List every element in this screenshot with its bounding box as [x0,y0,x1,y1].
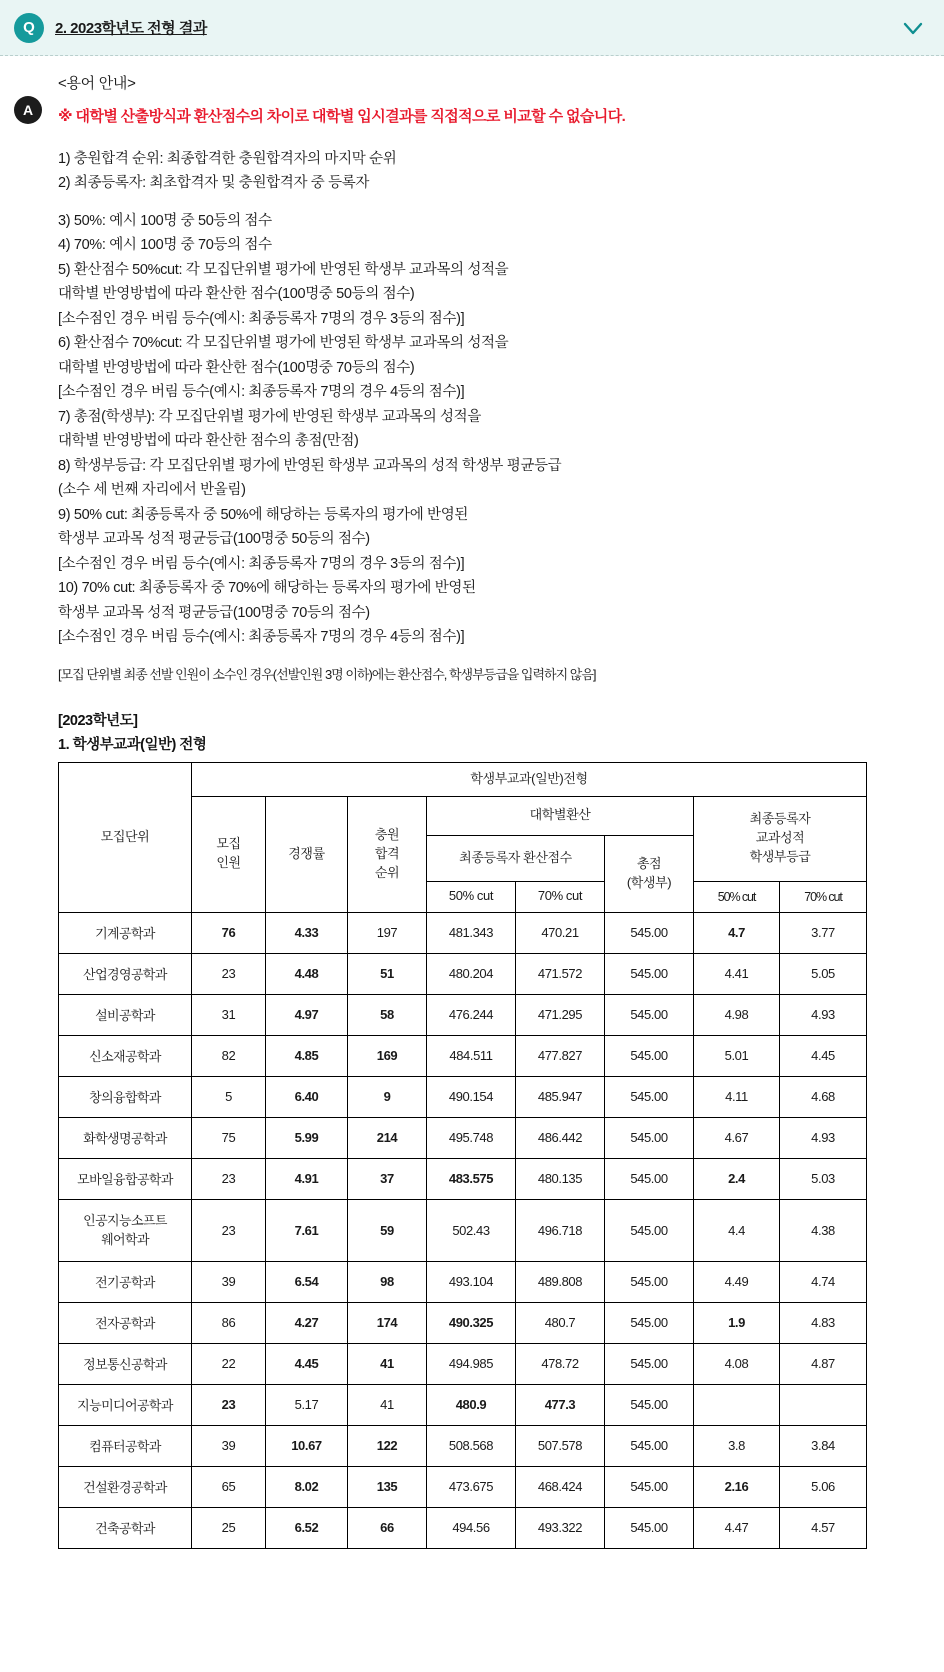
definition-line: 대학별 반영방법에 따라 환산한 점수(100명중 70등의 점수) [58,359,415,376]
cell-waitlist-rank: 41 [348,1343,427,1384]
cell-unit-name: 정보통신공학과 [59,1343,192,1384]
cell-grade-cut70: 3.84 [780,1425,867,1466]
cell-competition-ratio: 4.85 [266,1035,348,1076]
cell-grade-cut50: 4.08 [694,1343,780,1384]
table-row [59,953,867,994]
cell-grade-cut50: 4.49 [694,1261,780,1302]
cell-waitlist-rank: 59 [348,1199,427,1261]
terminology-definitions [58,148,924,650]
cell-quota: 39 [192,1261,266,1302]
cell-unit-name: 인공지능소프트 웨어학과 [59,1199,192,1261]
table-row [59,912,867,953]
cell-unit-name: 모바일융합공학과 [59,1158,192,1199]
cell-score-cut70: 489.808 [516,1261,605,1302]
cell-unit-name: 지능미디어공학과 [59,1384,192,1425]
cell-total-score: 545.00 [605,1384,694,1425]
header-cut50-score: 50% cut [427,881,516,912]
definition-line: 4) 70%: 예시 100명 중 70등의 점수 [58,237,272,254]
header-grade-line2: 교과성적 [755,830,805,846]
cell-unit-name: 건설환경공학과 [59,1466,192,1507]
answer-content [58,72,924,1549]
cell-total-score: 545.00 [605,1343,694,1384]
definition-line: 학생부 교과목 성적 평균등급(100명중 50등의 점수) [58,531,370,548]
cell-competition-ratio: 6.40 [266,1076,348,1117]
definition-line: 7) 총점(학생부): 각 모집단위별 평가에 반영된 학생부 교과목의 성적을 [58,408,481,425]
cell-grade-cut50: 4.98 [694,994,780,1035]
cell-score-cut70: 471.572 [516,953,605,994]
faq-question-title[interactable]: 2. 2023학년도 전형 결과 [55,20,207,37]
cell-score-cut70: 470.21 [516,912,605,953]
cell-total-score: 545.00 [605,1261,694,1302]
cell-quota: 5 [192,1076,266,1117]
header-waitlist-line3: 순위 [374,864,400,880]
cell-unit-name: 산업경영공학과 [59,953,192,994]
cell-grade-cut70: 5.03 [780,1158,867,1199]
cell-grade-cut50: 5.01 [694,1035,780,1076]
cell-score-cut70: 485.947 [516,1076,605,1117]
cell-score-cut70: 478.72 [516,1343,605,1384]
admission-type-label: 1. 학생부교과(일반) 전형 [58,736,207,753]
table-row [59,1507,867,1548]
chevron-down-icon[interactable] [900,15,926,41]
table-row [59,1199,867,1261]
cell-total-score: 545.00 [605,1466,694,1507]
cell-waitlist-rank: 37 [348,1158,427,1199]
cell-score-cut50: 494.56 [427,1507,516,1548]
table-row [59,1117,867,1158]
cell-total-score: 545.00 [605,1117,694,1158]
definition-line: 6) 환산점수 70%cut: 각 모집단위별 평가에 반영된 학생부 교과목의 성적을 [58,335,509,352]
cell-grade-cut70: 4.57 [780,1507,867,1548]
table-row [59,1035,867,1076]
cell-grade-cut70: 3.77 [780,912,867,953]
cell-quota: 39 [192,1425,266,1466]
cell-waitlist-rank: 135 [348,1466,427,1507]
cell-score-cut50: 508.568 [427,1425,516,1466]
cell-score-cut50: 481.343 [427,912,516,953]
header-waitlist-rank [348,796,427,912]
cell-total-score: 545.00 [605,1302,694,1343]
cell-quota: 23 [192,1199,266,1261]
definition-line: 3) 50%: 예시 100명 중 50등의 점수 [58,212,272,229]
header-quota-line2: 인원 [216,855,241,871]
cell-score-cut50: 473.675 [427,1466,516,1507]
definition-line: [소수점인 경우 버림 등수(예시: 최종등록자 7명의 경우 4등의 점수)] [58,629,465,646]
table-body [59,912,867,1548]
definition-line: 학생부 교과목 성적 평균등급(100명중 70등의 점수) [58,604,370,621]
faq-answer-body [0,56,944,1559]
cell-grade-cut70: 4.68 [780,1076,867,1117]
header-ratio: 경쟁률 [266,796,348,912]
cell-total-score: 545.00 [605,1076,694,1117]
cell-unit-name: 화학생명공학과 [59,1117,192,1158]
table-row [59,1384,867,1425]
cell-total-score: 545.00 [605,1158,694,1199]
cell-waitlist-rank: 66 [348,1507,427,1548]
cell-score-cut70: 486.442 [516,1117,605,1158]
faq-question-header[interactable] [0,0,944,56]
cell-quota: 75 [192,1117,266,1158]
cell-waitlist-rank: 214 [348,1117,427,1158]
header-total-line2: (학생부) [626,874,672,890]
table-row [59,1302,867,1343]
cell-grade-cut50: 3.8 [694,1425,780,1466]
cell-score-cut50: 480.9 [427,1384,516,1425]
cell-total-score: 545.00 [605,1425,694,1466]
table-row [59,994,867,1035]
academic-year-label: [2023학년도] [58,712,138,729]
cell-score-cut70: 493.322 [516,1507,605,1548]
cell-score-cut70: 507.578 [516,1425,605,1466]
cell-unit-name: 건축공학과 [59,1507,192,1548]
cell-grade-cut50: 4.11 [694,1076,780,1117]
question-badge: Q [14,13,44,43]
cell-total-score: 545.00 [605,953,694,994]
header-group: 학생부교과(일반)전형 [192,762,867,796]
cell-grade-cut70: 4.83 [780,1302,867,1343]
header-converted-group: 대학별환산 [427,796,694,835]
cell-grade-cut50: 1.9 [694,1302,780,1343]
cell-score-cut50: 484.511 [427,1035,516,1076]
header-unit: 모집단위 [59,762,192,912]
cell-competition-ratio: 4.97 [266,994,348,1035]
definition-line: 2) 최종등록자: 최초합격자 및 충원합격자 중 등록자 [58,175,370,192]
cell-competition-ratio: 5.99 [266,1117,348,1158]
cell-unit-name: 창의융합학과 [59,1076,192,1117]
cell-score-cut70: 480.7 [516,1302,605,1343]
cell-competition-ratio: 6.52 [266,1507,348,1548]
cell-grade-cut70: 4.38 [780,1199,867,1261]
table-row [59,1425,867,1466]
cell-score-cut50: 490.325 [427,1302,516,1343]
cell-waitlist-rank: 122 [348,1425,427,1466]
answer-badge: A [14,96,42,124]
table-header [59,762,867,912]
table-row [59,1343,867,1384]
cell-quota: 25 [192,1507,266,1548]
cell-waitlist-rank: 58 [348,994,427,1035]
terminology-heading: <용어 안내> [58,75,136,92]
definition-line: (소수 세 번째 자리에서 반올림) [58,482,246,499]
cell-total-score: 545.00 [605,1199,694,1261]
definition-line: 대학별 반영방법에 따라 환산한 점수의 총점(만점) [58,433,359,450]
definition-line: [소수점인 경우 버림 등수(예시: 최종등록자 7명의 경우 4등의 점수)] [58,384,465,401]
cell-quota: 76 [192,912,266,953]
table-row [59,1261,867,1302]
cell-quota: 23 [192,1158,266,1199]
table-row [59,1076,867,1117]
header-grade-line1: 최종등록자 [749,811,811,827]
definition-line: 9) 50% cut: 최종등록자 중 50%에 해당하는 등록자의 평가에 반영된 [58,506,469,523]
cell-waitlist-rank: 9 [348,1076,427,1117]
cell-score-cut70: 496.718 [516,1199,605,1261]
cell-competition-ratio: 5.17 [266,1384,348,1425]
cell-waitlist-rank: 41 [348,1384,427,1425]
definition-line: [소수점인 경우 버림 등수(예시: 최종등록자 7명의 경우 3등의 점수)] [58,555,465,572]
cell-unit-name: 전기공학과 [59,1261,192,1302]
cell-total-score: 545.00 [605,1035,694,1076]
cell-competition-ratio: 6.54 [266,1261,348,1302]
cell-grade-cut70: 4.87 [780,1343,867,1384]
header-quota-line1: 모집 [216,836,241,852]
header-waitlist-line2: 합격 [374,845,400,861]
small-cohort-footnote: [모집 단위별 최종 선발 인원이 소수인 경우(선발인원 3명 이하)에는 환산점수, 학생부등급을 입력하지 않음] [58,666,596,682]
cell-competition-ratio: 4.48 [266,953,348,994]
cell-score-cut70: 480.135 [516,1158,605,1199]
cell-unit-name: 전자공학과 [59,1302,192,1343]
cell-grade-cut50: 4.4 [694,1199,780,1261]
cell-competition-ratio: 4.33 [266,912,348,953]
cell-waitlist-rank: 51 [348,953,427,994]
cell-grade-cut70: 4.93 [780,1117,867,1158]
cell-score-cut50: 495.748 [427,1117,516,1158]
cell-grade-cut70: 4.74 [780,1261,867,1302]
cell-score-cut50: 490.154 [427,1076,516,1117]
cell-grade-cut70: 5.05 [780,953,867,994]
header-waitlist-line1: 충원 [374,826,400,842]
cell-waitlist-rank: 174 [348,1302,427,1343]
header-grade-line3: 학생부등급 [749,849,811,865]
cell-waitlist-rank: 197 [348,912,427,953]
cell-score-cut70: 477.827 [516,1035,605,1076]
cell-grade-cut50: 2.4 [694,1158,780,1199]
cell-grade-cut50: 4.47 [694,1507,780,1548]
cell-score-cut70: 471.295 [516,994,605,1035]
table-header-row [59,762,867,796]
definition-line: 5) 환산점수 50%cut: 각 모집단위별 평가에 반영된 학생부 교과목의 성적을 [58,261,509,278]
cell-competition-ratio: 8.02 [266,1466,348,1507]
cell-unit-name: 신소재공학과 [59,1035,192,1076]
cell-quota: 86 [192,1302,266,1343]
cell-grade-cut50: 2.16 [694,1466,780,1507]
cell-score-cut50: 483.575 [427,1158,516,1199]
cell-quota: 65 [192,1466,266,1507]
cell-competition-ratio: 7.61 [266,1199,348,1261]
definition-line: [소수점인 경우 버림 등수(예시: 최종등록자 7명의 경우 3등의 점수)] [58,310,465,327]
header-total [605,835,694,912]
cell-score-cut50: 480.204 [427,953,516,994]
cell-score-cut70: 468.424 [516,1466,605,1507]
cell-competition-ratio: 10.67 [266,1425,348,1466]
cell-unit-name: 설비공학과 [59,994,192,1035]
cell-grade-cut70: 5.06 [780,1466,867,1507]
cell-grade-cut70 [780,1384,867,1425]
definition-line: 10) 70% cut: 최종등록자 중 70%에 해당하는 등록자의 평가에 반영된 [58,580,476,597]
cell-competition-ratio: 4.91 [266,1158,348,1199]
cell-total-score: 545.00 [605,994,694,1035]
cell-score-cut50: 476.244 [427,994,516,1035]
cell-competition-ratio: 4.45 [266,1343,348,1384]
cell-grade-cut50: 4.41 [694,953,780,994]
cell-waitlist-rank: 169 [348,1035,427,1076]
admission-results-table [58,762,867,1549]
definition-line: 1) 충원합격 순위: 최종합격한 충원합격자의 마지막 순위 [58,151,397,167]
definition-line: 8) 학생부등급: 각 모집단위별 평가에 반영된 학생부 교과목의 성적 학생부 평균등급 [58,457,562,474]
cell-total-score: 545.00 [605,1507,694,1548]
definition-line: 대학별 반영방법에 따라 환산한 점수(100명중 50등의 점수) [58,286,415,303]
cell-competition-ratio: 4.27 [266,1302,348,1343]
cell-waitlist-rank: 98 [348,1261,427,1302]
cell-total-score: 545.00 [605,912,694,953]
table-row [59,1466,867,1507]
cell-grade-cut50: 4.67 [694,1117,780,1158]
cell-grade-cut50: 4.7 [694,912,780,953]
header-grade-group [694,796,867,881]
header-converted-sub: 최종등록자 환산점수 [427,835,605,881]
cell-quota: 23 [192,1384,266,1425]
cell-score-cut50: 494.985 [427,1343,516,1384]
header-cut70-grade: 70% cut [780,881,867,912]
header-cut50-grade: 50% cut [694,881,780,912]
cell-unit-name: 컴퓨터공학과 [59,1425,192,1466]
header-quota [192,796,266,912]
cell-grade-cut70: 4.93 [780,994,867,1035]
cell-score-cut50: 493.104 [427,1261,516,1302]
cell-grade-cut50 [694,1384,780,1425]
comparison-notice: ※ 대학별 산출방식과 환산점수의 차이로 대학별 입시결과를 직접적으로 비교할 수 없습니다. [58,108,626,125]
table-row [59,1158,867,1199]
cell-score-cut70: 477.3 [516,1384,605,1425]
cell-quota: 31 [192,994,266,1035]
cell-unit-name: 기계공학과 [59,912,192,953]
cell-quota: 23 [192,953,266,994]
header-cut70-score: 70% cut [516,881,605,912]
header-total-line1: 총점 [636,855,662,871]
cell-score-cut50: 502.43 [427,1199,516,1261]
cell-grade-cut70: 4.45 [780,1035,867,1076]
cell-quota: 22 [192,1343,266,1384]
cell-quota: 82 [192,1035,266,1076]
